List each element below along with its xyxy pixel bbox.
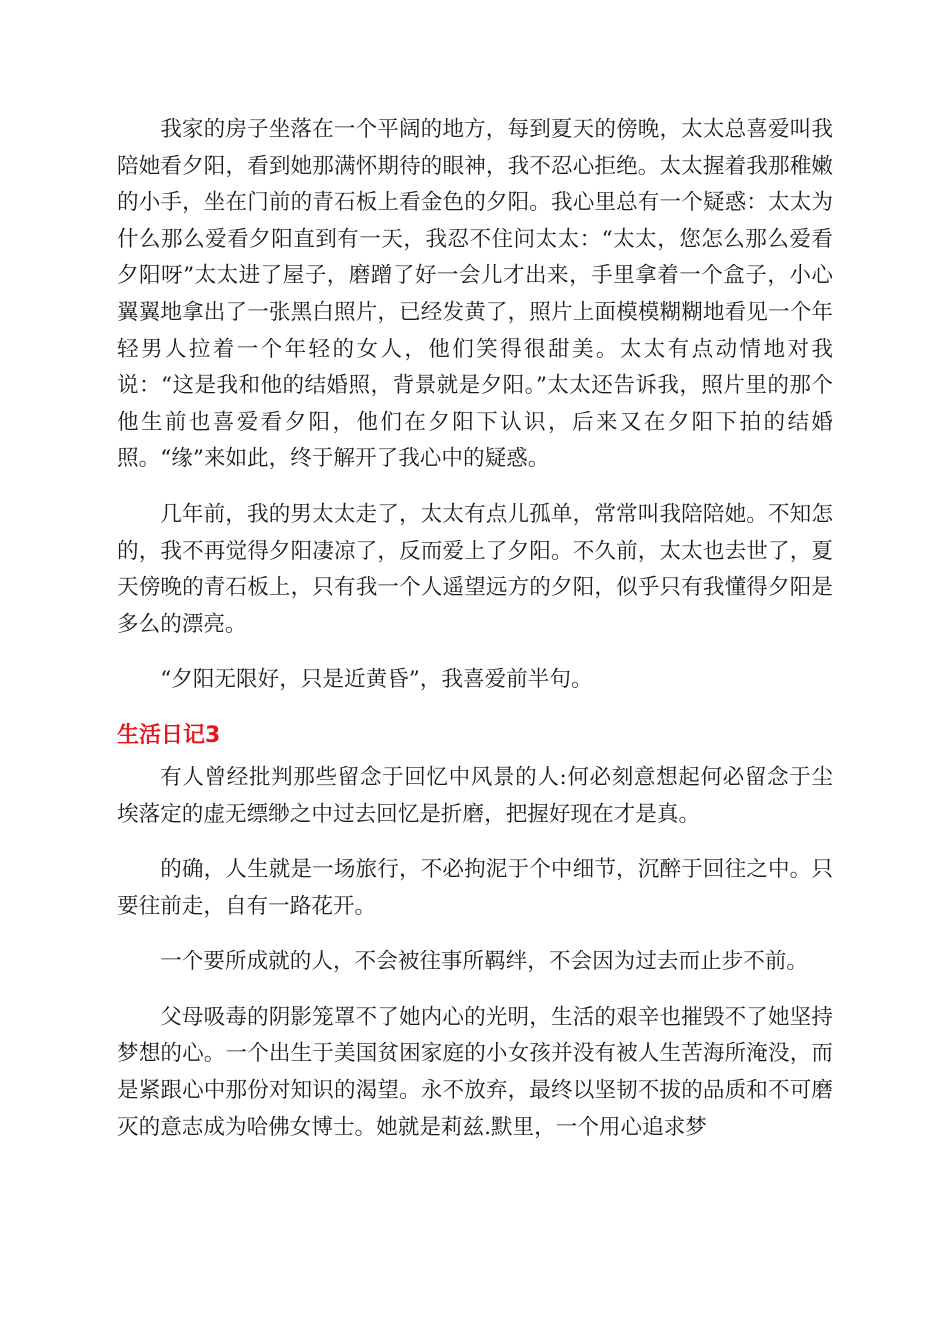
paragraph-life-journey: 的确，人生就是一场旅行，不必拘泥于个中细节，沉醉于回往之中。只要往前走，自有一路花开。 — [117, 857, 833, 919]
paragraph-poem-quote: “夕阳无限好，只是近黄昏”，我喜爱前半句。 — [160, 667, 593, 693]
paragraph-memories-criticism: 有人曾经批判那些留念于回忆中风景的人:何必刻意想起何必留念于尘埃落定的虚无缥缈之中过去回忆是折磨，把握好现在才是真。 — [117, 764, 833, 827]
paragraph-sunset-story: 我家的房子坐落在一个平阔的地方，每到夏天的傍晚，太太总喜爱叫我陪她看夕阳，看到她那满怀期待的眼神，我不忍心拒绝。太太握着我那稚嫩的小手，坐在门前的青石板上看金色的夕阳。我心里总有一个疑惑：太太为什么那么爱看夕阳直到有一天，我忍不住问太太：“太太，您怎么那么爱看夕阳呀”太太进了屋子，磨蹭了好一会儿才出来，手里拿着一个盒子，小心翼翼地拿出了一张黑白照片，已经发黄了，照片上面模模糊糊地看见一个年轻男人拉着一个年轻的女人，他们笑得很甜美。太太有点动情地对我说：“这是我和他的结婚照，背景就是夕阳。”太太还告诉我，照片里的那个他生前也喜爱看夕阳，他们在夕阳下认识，后来又在夕阳下拍的结婚照。“缘”来如此，终于解开了我心中的疑惑。 — [117, 117, 833, 472]
paragraph-achiever: 一个要所成就的人，不会被往事所羁绊，不会因为过去而止步不前。 — [160, 949, 809, 975]
document-page — [117, 112, 833, 1165]
paragraph-liz-murray: 父母吸毒的阴影笼罩不了她内心的光明，生活的艰辛也摧毁不了她坚持梦想的心。一个出生于美国贫困家庭的小女孩并没有被人生苦海所淹没，而是紧跟心中那份对知识的渴望。永不放弃，最终以坚韧不拔的品质和不可磨灭的意志成为哈佛女博士。她就是莉兹.默里，一个用心追求梦 — [117, 1004, 833, 1140]
paragraph-years-ago: 几年前，我的男太太走了，太太有点儿孤单，常常叫我陪陪她。不知怎的，我不再觉得夕阳凄凉了，反而爱上了夕阳。不久前，太太也去世了，夏天傍晚的青石板上，只有我一个人遥望远方的夕阳，似乎只有我懂得夕阳是多么的漂亮。 — [117, 501, 833, 637]
section-heading-diary-3: 生活日记3 — [117, 722, 221, 748]
